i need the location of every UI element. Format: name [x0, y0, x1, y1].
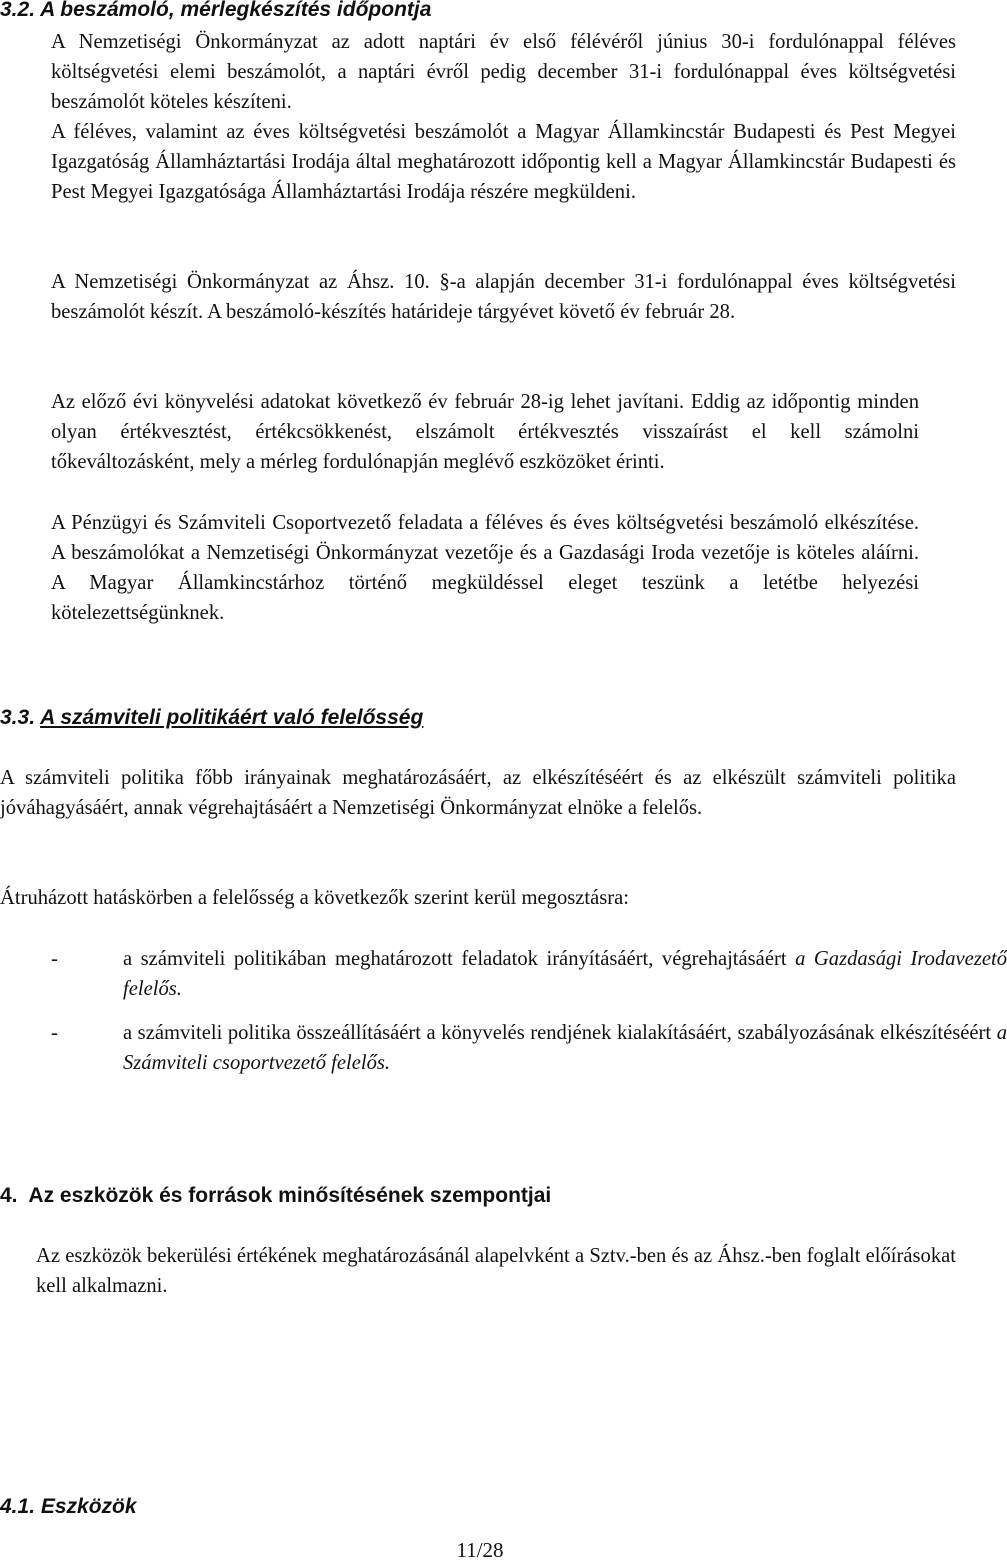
- section-4-1-heading: 4.1. Eszközök: [0, 1495, 137, 1518]
- section-3-3-paragraph-2: Átruházott hatáskörben a felelősség a következők szerint kerül megosztásra:: [0, 887, 630, 909]
- section-3-3-heading: [0, 706, 423, 730]
- section-3-2-paragraph-3: A Nemzetiségi Önkormányzat az Áhsz. 10. §-a alapján december 31-i fordulónappal éves költségvetési beszámolót készít. A beszámoló-készítés határideje tárgyévet követő év február 28.: [51, 271, 956, 323]
- section-3-2-paragraph-2: A féléves, valamint az éves költségvetési beszámolót a Magyar Államkincstár Budapesti és Pest Megyei Igazgatóság Államháztartási Irodája által meghatározott időpontig kell a Magyar Államkincstár Budapesti és Pest Megyei Igazgatósága Államháztartási Irodája részére megküldeni.: [51, 121, 956, 203]
- section-4-heading: 4. Az eszközök és források minősítésének szempontjai: [0, 1184, 552, 1207]
- section-3-2-heading: 3.2. A beszámoló, mérlegkészítés időpontja: [0, 0, 432, 21]
- list-item-responsible: a Számviteli csoportvezető felelős.: [123, 1022, 1007, 1074]
- section-3-2-paragraph-4: Az előző évi könyvelési adatokat következő év február 28-ig lehet javítani. Eddig az időpontig minden olyan értékvesztést, értékcsökkenést, elszámolt értékvesztés visszaírást el kell számolni tőkeváltozásként, mely a mérleg fordulónapján meglévő eszközöket érinti.: [51, 391, 919, 473]
- section-4-paragraph-1: Az eszközök bekerülési értékének meghatározásánál alapelvként a Sztv.-ben és az Áhsz.-ben foglalt előírásokat kell alkalmazni.: [36, 1245, 956, 1297]
- list-item-body: a számviteli politika összeállításáért a könyvelés rendjének kialakításáért, szabályozásának elkészítéséért: [123, 1022, 992, 1044]
- section-3-2-paragraph-1: A Nemzetiségi Önkormányzat az adott naptári év első félévéről június 30-i fordulónappal féléves költségvetési elemi beszámolót, a naptári évről pedig december 31-i fordulónappal éves költségvetési beszámolót köteles készíteni.: [51, 31, 956, 113]
- list-item-responsible: a Gazdasági Irodavezető felelős.: [123, 948, 1007, 1000]
- section-3-3-paragraph-1: A számviteli politika főbb irányainak meghatározásáért, az elkészítéséért és az elkészült számviteli politika jóváhagyásáért, annak végrehajtásáért a Nemzetiségi Önkormányzat elnöke a felelős.: [0, 767, 956, 819]
- list-item-text: [123, 944, 1007, 1004]
- list-dash: -: [51, 948, 58, 970]
- section-3-3-number: 3.3.: [0, 706, 36, 729]
- list-item-body: a számviteli politikában meghatározott feladatok irányításáért, végrehajtásáért: [123, 948, 787, 970]
- list-dash: -: [51, 1022, 58, 1044]
- list-item-text: [123, 1018, 1007, 1078]
- section-3-3-title: A számviteli politikáért való felelősség: [40, 706, 424, 729]
- page-number: 11/28: [456, 1538, 504, 1562]
- section-3-2-paragraph-5: A Pénzügyi és Számviteli Csoportvezető feladata a féléves és éves költségvetési beszámoló elkészítése. A beszámolókat a Nemzetiségi Önkormányzat vezetője és a Gazdasági Iroda vezetője is köteles aláírni. A Magyar Államkincstárhoz történő megküldéssel eleget teszünk a letétbe helyezési kötelezettségünknek.: [51, 512, 919, 624]
